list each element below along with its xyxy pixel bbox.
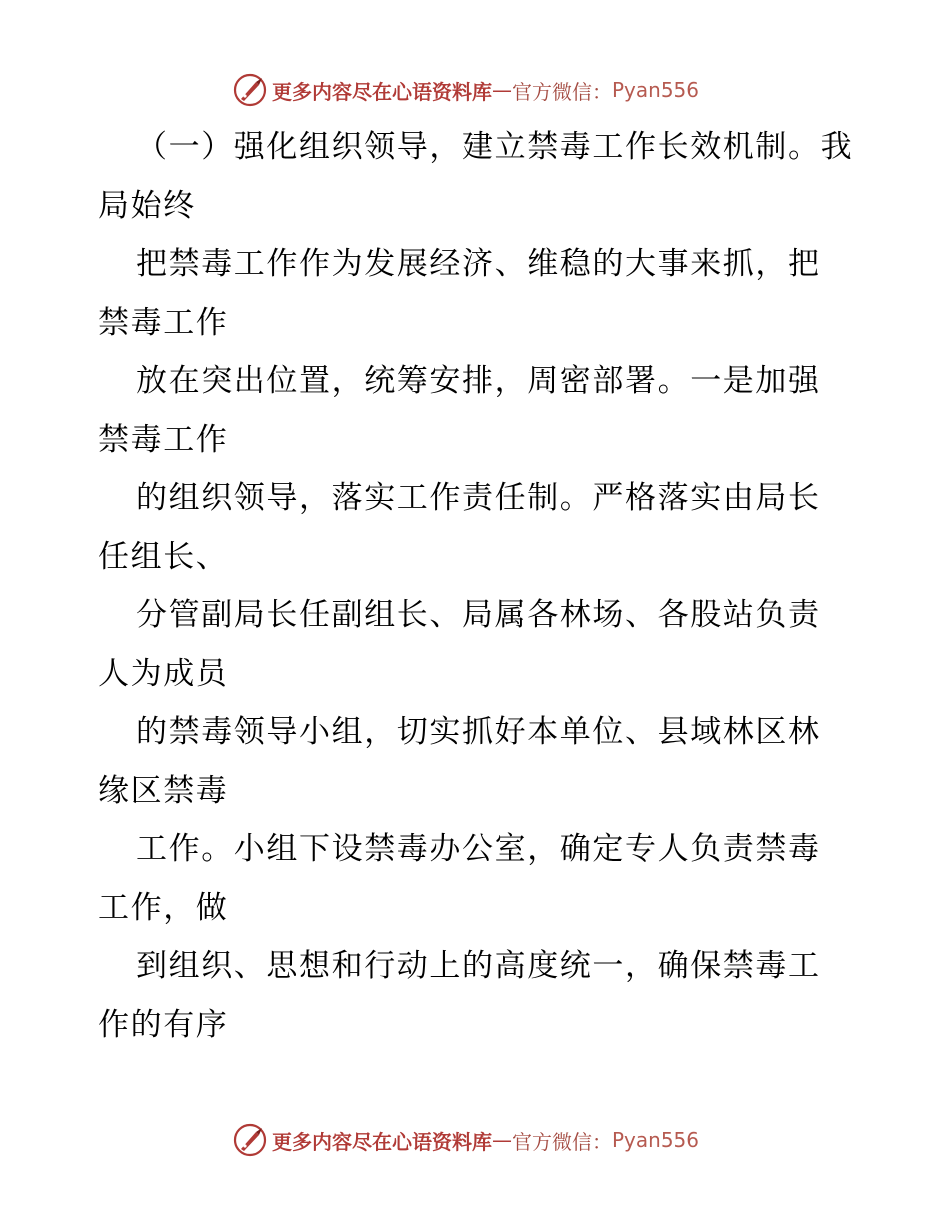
banner-dash: — <box>492 1128 512 1152</box>
quill-pen-circle-icon <box>232 1122 268 1158</box>
body-line: 缘区禁毒 <box>98 772 229 809</box>
body-line: 把禁毒工作作为发展经济、维稳的大事来抓，把 <box>136 246 821 282</box>
document-body <box>98 118 858 1054</box>
banner-dash: — <box>492 78 512 102</box>
body-line: 工作，做 <box>98 889 229 926</box>
body-line: 禁毒工作 <box>98 421 229 458</box>
banner-wechat-label: 官方微信： <box>512 1129 612 1154</box>
body-line: 禁毒工作 <box>98 304 229 341</box>
quill-pen-circle-icon <box>232 72 268 108</box>
body-line: 作的有序 <box>98 1006 229 1043</box>
banner-main-text: 更多内容尽在心语资料库 <box>272 1129 492 1154</box>
body-line: 任组长、 <box>98 538 229 575</box>
body-line: （一）强化组织领导，建立禁毒工作长效机制。我 <box>136 129 854 165</box>
banner-wechat-label: 官方微信： <box>512 79 612 104</box>
body-line: 到组织、思想和行动上的高度统一，确保禁毒工 <box>136 948 821 984</box>
body-line: 局始终 <box>98 187 196 224</box>
banner-main-text: 更多内容尽在心语资料库 <box>272 79 492 104</box>
body-line: 人为成员 <box>98 655 229 692</box>
body-line: 工作。小组下设禁毒办公室，确定专人负责禁毒 <box>136 831 821 867</box>
banner-wechat-id: Pyan556 <box>612 78 700 102</box>
body-line: 的组织领导，落实工作责任制。严格落实由局长 <box>136 480 821 516</box>
body-line: 放在突出位置，统筹安排，周密部署。一是加强 <box>136 363 821 399</box>
banner-wechat-id: Pyan556 <box>612 1128 700 1152</box>
header-banner <box>232 70 699 110</box>
body-line: 的禁毒领导小组，切实抓好本单位、县域林区林 <box>136 714 821 750</box>
footer-banner <box>232 1120 699 1160</box>
body-line: 分管副局长任副组长、局属各林场、各股站负责 <box>136 597 821 633</box>
